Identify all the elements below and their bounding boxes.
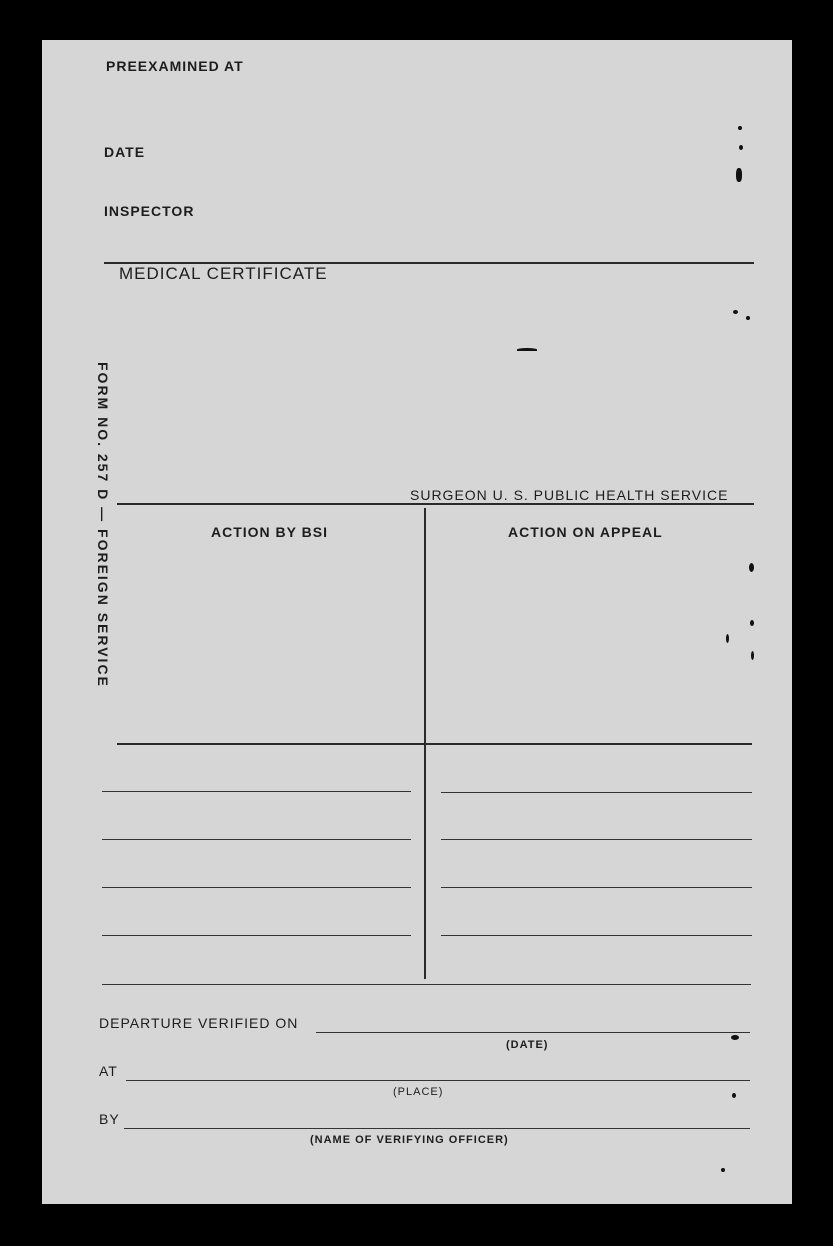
preexamined-at-label: PREEXAMINED AT: [106, 58, 244, 74]
surgeon-signature-line: [117, 503, 754, 505]
appeal-entry-line: [441, 839, 752, 840]
scan-speck: [733, 310, 738, 314]
scan-speck: [751, 651, 754, 660]
by-label: BY: [99, 1111, 120, 1127]
action-boxes-divider: [117, 743, 752, 745]
scan-speck: [746, 316, 750, 320]
surgeon-signature-label: SURGEON U. S. PUBLIC HEALTH SERVICE: [410, 487, 729, 503]
scan-speck: [721, 1168, 725, 1172]
inspector-label: INSPECTOR: [104, 203, 195, 219]
action-section-bottom-line: [102, 984, 751, 985]
appeal-entry-line: [441, 935, 752, 936]
date-label: DATE: [104, 144, 146, 160]
action-by-bsi-heading: ACTION BY BSI: [211, 524, 328, 540]
at-label: AT: [99, 1063, 118, 1079]
appeal-entry-line: [441, 792, 752, 793]
bsi-entry-line: [102, 791, 411, 792]
scan-speck: [731, 1035, 739, 1040]
bsi-entry-line: [102, 887, 411, 888]
scan-speck: [517, 348, 537, 351]
appeal-entry-line: [441, 887, 752, 888]
bsi-entry-line: [102, 935, 411, 936]
bsi-entry-line: [102, 839, 411, 840]
medical-certificate-title: MEDICAL CERTIFICATE: [119, 264, 328, 283]
date-caption: (DATE): [506, 1039, 549, 1051]
action-on-appeal-heading: ACTION ON APPEAL: [508, 524, 663, 540]
scan-speck: [739, 145, 743, 150]
scan-speck: [749, 563, 754, 572]
scan-speck: [738, 126, 742, 130]
departure-verified-on-label: DEPARTURE VERIFIED ON: [99, 1015, 299, 1031]
place-caption: (PLACE): [393, 1086, 444, 1098]
officer-caption: (NAME OF VERIFYING OFFICER): [310, 1134, 509, 1146]
departure-date-line: [316, 1032, 750, 1033]
scan-speck: [726, 634, 729, 643]
officer-line: [124, 1128, 750, 1129]
scan-speck: [750, 620, 754, 626]
place-line: [126, 1080, 750, 1081]
scan-speck: [732, 1093, 736, 1098]
form-number-side-label: FORM NO. 257 D — FOREIGN SERVICE: [95, 362, 111, 688]
scan-speck: [736, 168, 742, 182]
